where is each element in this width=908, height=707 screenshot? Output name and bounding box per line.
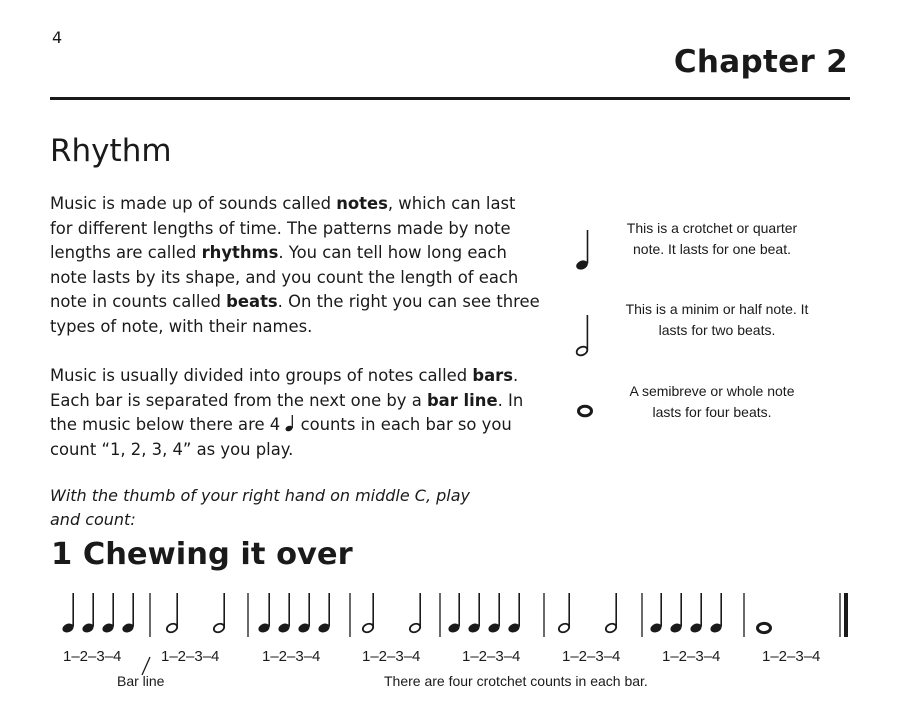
heading-rule bbox=[50, 97, 850, 100]
chapter-heading: Chapter 2 bbox=[673, 44, 848, 80]
semibreve-description: A semibreve or whole note lasts for four beats. bbox=[629, 383, 795, 420]
instruction-text: With the thumb of your right hand on middle C, play and count: bbox=[50, 486, 471, 529]
crotchet-note bbox=[689, 593, 703, 634]
crotchet-icon bbox=[575, 230, 589, 271]
note-examples bbox=[568, 222, 608, 422]
crotchet-note bbox=[121, 593, 135, 634]
minim-note bbox=[408, 593, 421, 634]
minim-note bbox=[165, 593, 178, 634]
bars-paragraph: Music is usually divided into groups of notes called bars. Each bar is separated from the next one by a bar line. In the music below there are 4 counts in each bar so you count “1, 2, 3, 4” as you play. bbox=[50, 366, 524, 459]
crotchet-note bbox=[297, 593, 311, 634]
crotchet-note bbox=[709, 593, 723, 634]
final-barline-thick bbox=[844, 593, 848, 637]
crotchet-note bbox=[61, 593, 75, 634]
minim-note bbox=[604, 593, 617, 634]
piece-title: 1 Chewing it over bbox=[51, 537, 353, 572]
beat-count: 1–2–3–4 bbox=[63, 648, 122, 665]
beat-count: 1–2–3–4 bbox=[762, 648, 821, 665]
crotchet-note bbox=[649, 593, 663, 634]
bar-line-label: Bar line bbox=[117, 673, 165, 689]
semibreve-icon bbox=[579, 406, 592, 416]
minim-description: This is a minim or half note. It lasts for two beats. bbox=[625, 301, 809, 338]
crotchet-note bbox=[507, 593, 521, 634]
beat-count: 1–2–3–4 bbox=[562, 648, 621, 665]
beat-count: 1–2–3–4 bbox=[462, 648, 521, 665]
crotchet-note bbox=[669, 593, 683, 634]
intro-paragraph: Music is made up of sounds called notes, which can last for different lengths of time. The patterns made by note lengths are called rhythms. You can tell how long each note lasts by its shape, and you count the length of each note in counts called beats. On the right you can see three types of note, with their names. bbox=[50, 194, 540, 336]
crotchet-icon bbox=[285, 414, 295, 432]
crotchet-note bbox=[487, 593, 501, 634]
crotchet-note bbox=[447, 593, 461, 634]
crotchet-note bbox=[257, 593, 271, 634]
minim-icon bbox=[575, 315, 589, 357]
crotchet-note bbox=[277, 593, 291, 634]
crotchet-note bbox=[317, 593, 331, 634]
beat-count: 1–2–3–4 bbox=[662, 648, 721, 665]
beat-count: 1–2–3–4 bbox=[362, 648, 421, 665]
minim-note bbox=[212, 593, 225, 634]
crotchet-description: This is a crotchet or quarter note. It lasts for one beat. bbox=[626, 220, 798, 257]
rhythm-notation bbox=[0, 585, 908, 645]
beat-count: 1–2–3–4 bbox=[161, 648, 220, 665]
page-number: 4 bbox=[52, 28, 63, 47]
section-title: Rhythm bbox=[50, 133, 172, 169]
beat-count: 1–2–3–4 bbox=[262, 648, 321, 665]
minim-note bbox=[557, 593, 570, 634]
minim-note bbox=[361, 593, 374, 634]
semibreve-note bbox=[758, 623, 771, 632]
crotchet-note bbox=[81, 593, 95, 634]
counts-caption: There are four crotchet counts in each bar. bbox=[384, 673, 648, 689]
crotchet-note bbox=[101, 593, 115, 634]
crotchet-note bbox=[467, 593, 481, 634]
